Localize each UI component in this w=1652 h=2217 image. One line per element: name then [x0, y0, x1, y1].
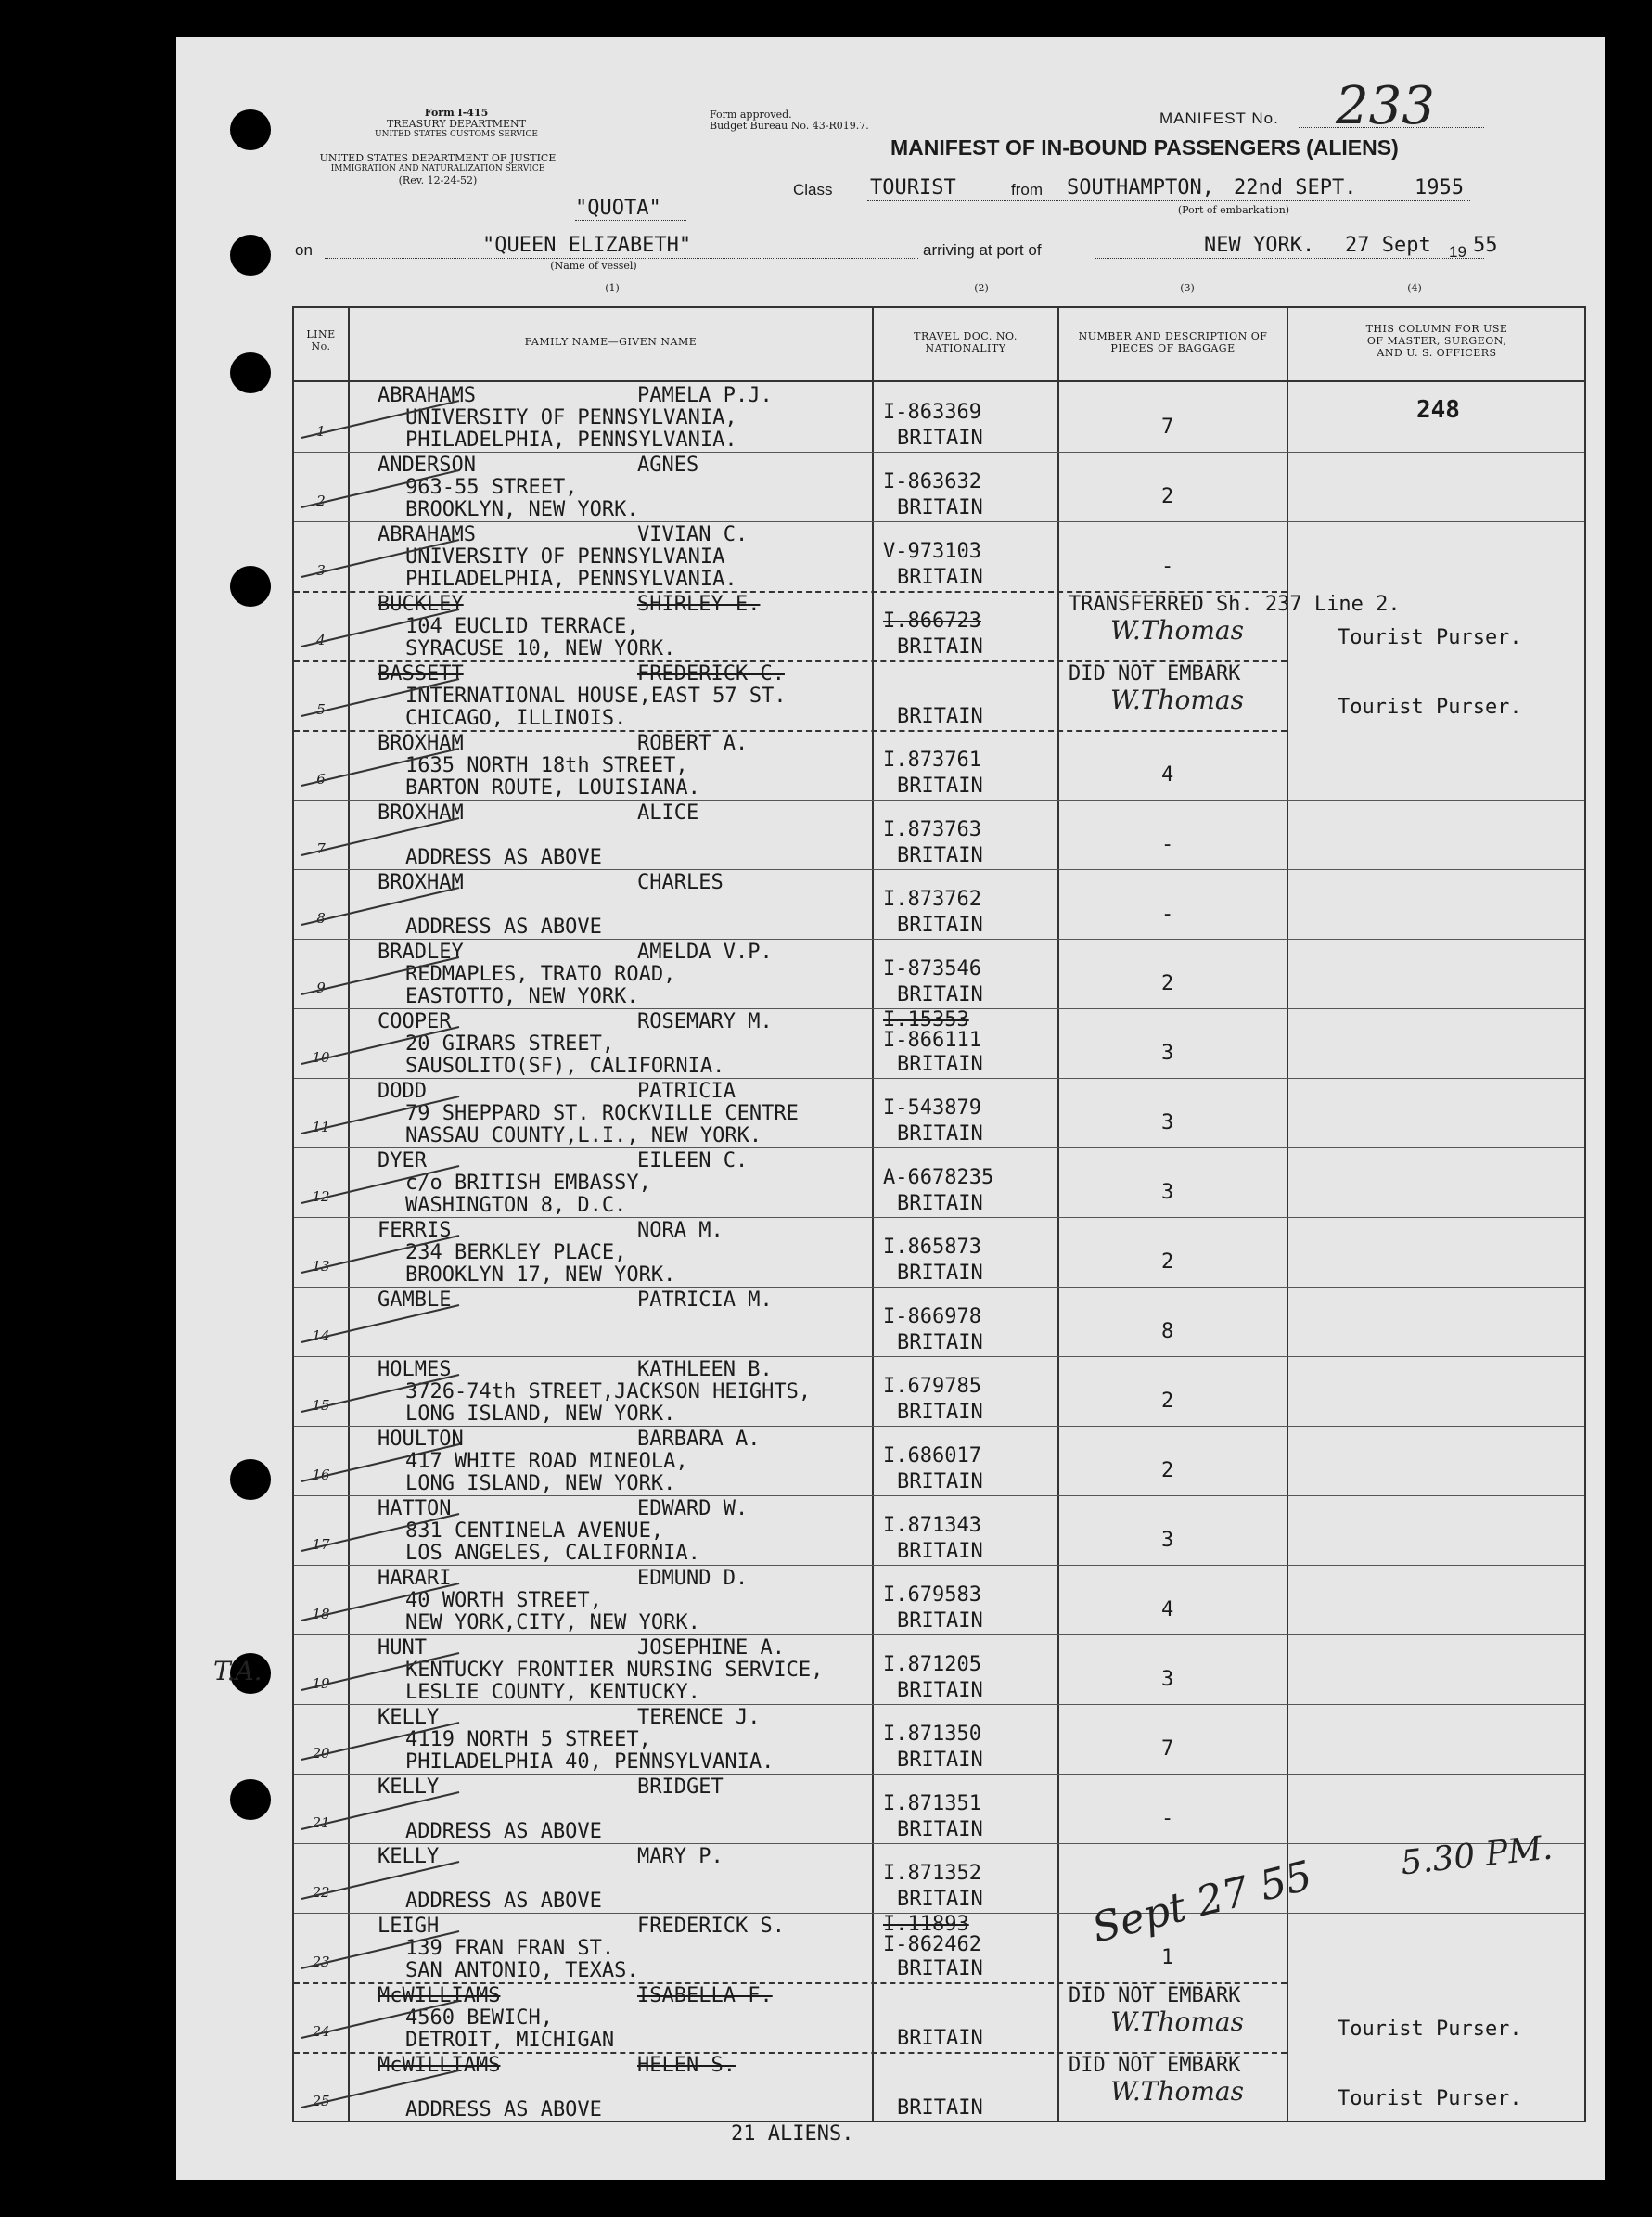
- vessel-caption: (Name of vessel): [550, 260, 637, 272]
- address-line: PHILADELPHIA, PENNSYLVANIA.: [405, 429, 737, 452]
- address-line: NEW YORK,CITY, NEW YORK.: [405, 1611, 700, 1634]
- address-line: SAUSOLITO(SF), CALIFORNIA.: [405, 1055, 725, 1078]
- travel-doc-number: I.871350: [883, 1723, 981, 1746]
- address-line: KENTUCKY FRONTIER NURSING SERVICE,: [405, 1659, 824, 1682]
- given-name: ALICE: [637, 801, 699, 825]
- header-baggage: NUMBER AND DESCRIPTION OF PIECES OF BAGGAGE: [1078, 330, 1268, 354]
- baggage-count: 2: [1161, 485, 1174, 508]
- family-name: McWILLIAMS: [378, 1984, 501, 2007]
- line-number: 21: [312, 1814, 330, 1831]
- purser-signature: W.Thomas: [1110, 2076, 1244, 2107]
- check-mark: [301, 1792, 459, 1829]
- check-mark: [301, 1514, 459, 1551]
- given-name: PATRICIA M.: [637, 1288, 773, 1312]
- nationality: BRITAIN: [897, 1957, 983, 1980]
- nationality: BRITAIN: [897, 1122, 983, 1146]
- form-number: Form I-415: [424, 107, 489, 119]
- purser-note: Tourist Purser.: [1338, 696, 1522, 719]
- travel-doc-number: I.866723: [883, 609, 981, 633]
- line-number: 24: [312, 2023, 330, 2040]
- baggage-count: 7: [1161, 1737, 1174, 1761]
- address-line: SYRACUSE 10, NEW YORK.: [405, 637, 676, 660]
- given-name: BARBARA A.: [637, 1428, 761, 1451]
- baggage-count: 2: [1161, 1250, 1174, 1274]
- dept-customs: UNITED STATES CUSTOMS SERVICE: [375, 130, 538, 139]
- family-name: DYER: [378, 1149, 427, 1173]
- given-name: ROBERT A.: [637, 732, 749, 755]
- line-number: 13: [312, 1258, 330, 1275]
- purser-signature: W.Thomas: [1110, 615, 1244, 646]
- line-number: 5: [316, 701, 326, 718]
- manifest-title: MANIFEST OF IN-BOUND PASSENGERS (ALIENS): [890, 135, 1399, 160]
- family-name: HATTON: [378, 1497, 452, 1520]
- given-name: AGNES: [637, 454, 699, 477]
- line-number: 14: [312, 1327, 330, 1344]
- arrival-year: 55: [1473, 234, 1498, 257]
- line-number: 2: [316, 493, 326, 509]
- dept-ins: IMMIGRATION AND NATURALIZATION SERVICE: [330, 164, 545, 173]
- address-line: 3726-74th STREET,JACKSON HEIGHTS,: [405, 1380, 812, 1403]
- family-name: HOULTON: [378, 1428, 464, 1451]
- check-mark: [301, 1931, 459, 1968]
- nationality: BRITAIN: [897, 1401, 983, 1424]
- from-port: SOUTHAMPTON,: [1067, 176, 1214, 199]
- given-name: PAMELA P.J.: [637, 384, 773, 407]
- check-mark: [301, 1305, 459, 1342]
- line-number: 7: [316, 840, 326, 857]
- address-line: PHILADELPHIA, PENNSYLVANIA.: [405, 568, 737, 591]
- address-line: UNIVERSITY OF PENNSYLVANIA,: [405, 406, 737, 429]
- given-name: EILEEN C.: [637, 1149, 749, 1173]
- baggage-count: -: [1161, 903, 1174, 926]
- travel-doc-number: I.686017: [883, 1444, 981, 1467]
- address-line: 831 CENTINELA AVENUE,: [405, 1519, 664, 1543]
- address-line: ADDRESS AS ABOVE: [405, 846, 602, 869]
- nationality: BRITAIN: [897, 1053, 983, 1076]
- status-stamp: TRANSFERRED Sh. 237 Line 2.: [1069, 593, 1401, 616]
- check-mark: [301, 818, 459, 855]
- check-mark: [301, 749, 459, 786]
- manifest-number: 233: [1336, 76, 1435, 136]
- baggage-count: 2: [1161, 1390, 1174, 1413]
- family-name: KELLY: [378, 1706, 440, 1729]
- address-line: c/o BRITISH EMBASSY,: [405, 1172, 651, 1195]
- check-mark: [301, 2070, 459, 2108]
- form-revision: (Rev. 12-24-52): [398, 174, 478, 186]
- baggage-count: 3: [1161, 1529, 1174, 1552]
- address-line: 104 EUCLID TERRACE,: [405, 615, 639, 638]
- officer-note: 248: [1416, 396, 1460, 424]
- family-name: BROXHAM: [378, 871, 464, 894]
- family-name: KELLY: [378, 1845, 440, 1868]
- given-name: FREDERICK S.: [637, 1915, 785, 1938]
- nationality: BRITAIN: [897, 1262, 983, 1285]
- family-name: ABRAHAMS: [378, 384, 476, 407]
- line-number: 17: [312, 1536, 330, 1553]
- travel-doc-number: I-862462: [883, 1933, 981, 1956]
- travel-doc-number: V-973103: [883, 540, 981, 563]
- given-name: VIVIAN C.: [637, 523, 749, 546]
- travel-doc-number: I.871343: [883, 1514, 981, 1537]
- line-number: 1: [316, 423, 326, 440]
- travel-doc-number: I.11893: [883, 1913, 969, 1936]
- on-label: on: [295, 241, 313, 259]
- address-line: BROOKLYN, NEW YORK.: [405, 498, 639, 521]
- purser-note: Tourist Purser.: [1338, 626, 1522, 649]
- check-mark: [301, 1583, 459, 1621]
- from-year: 1955: [1415, 176, 1464, 199]
- address-line: 963-55 STREET,: [405, 476, 578, 499]
- class-label: Class: [793, 181, 833, 199]
- family-name: LEIGH: [378, 1915, 440, 1938]
- check-mark: [301, 1723, 459, 1760]
- baggage-count: -: [1161, 833, 1174, 856]
- address-line: 4119 NORTH 5 STREET,: [405, 1728, 651, 1751]
- header-travel-doc: TRAVEL DOC. NO. NATIONALITY: [914, 330, 1018, 354]
- address-line: 417 WHITE ROAD MINEOLA,: [405, 1450, 688, 1473]
- status-stamp: DID NOT EMBARK: [1069, 1984, 1241, 2007]
- check-mark: [301, 609, 459, 647]
- baggage-count: 3: [1161, 1111, 1174, 1134]
- travel-doc-number: I.873763: [883, 818, 981, 841]
- family-name: BROXHAM: [378, 801, 464, 825]
- given-name: JOSEPHINE A.: [637, 1636, 785, 1660]
- address-line: PHILADELPHIA 40, PENNSYLVANIA.: [405, 1750, 775, 1774]
- class-value: TOURIST: [870, 176, 956, 199]
- check-mark: [301, 1166, 459, 1203]
- family-name: BASSETT: [378, 662, 464, 686]
- nationality: BRITAIN: [897, 496, 983, 519]
- line-number: 9: [316, 980, 326, 996]
- travel-doc-number: I.679785: [883, 1375, 981, 1398]
- check-mark: [301, 1027, 459, 1064]
- col-number-2: (2): [974, 282, 989, 294]
- given-name: PATRICIA: [637, 1080, 736, 1103]
- family-name: DODD: [378, 1080, 427, 1103]
- nationality: BRITAIN: [897, 844, 983, 867]
- given-name: HELEN S.: [637, 2054, 736, 2077]
- travel-doc-number: I-863632: [883, 470, 981, 493]
- family-name: COOPER: [378, 1010, 452, 1033]
- address-line: 79 SHEPPARD ST. ROCKVILLE CENTRE: [405, 1102, 799, 1125]
- address-line: WASHINGTON 8, D.C.: [405, 1194, 627, 1217]
- address-line: ADDRESS AS ABOVE: [405, 2098, 602, 2121]
- baggage-count: 4: [1161, 763, 1174, 787]
- nationality: BRITAIN: [897, 427, 983, 450]
- baggage-count: -: [1161, 555, 1174, 578]
- form-approved: Form approved.: [710, 109, 792, 121]
- baggage-count: 4: [1161, 1598, 1174, 1621]
- nationality: BRITAIN: [897, 566, 983, 589]
- baggage-count: 7: [1161, 416, 1174, 439]
- travel-doc-number: I-873546: [883, 957, 981, 980]
- handwritten-initials: T.A.: [213, 1656, 263, 1686]
- line-number: 12: [312, 1188, 330, 1205]
- address-line: BARTON ROUTE, LOUISIANA.: [405, 776, 700, 800]
- address-line: 139 FRAN FRAN ST.: [405, 1937, 615, 1960]
- baggage-count: 3: [1161, 1668, 1174, 1691]
- address-line: 20 GIRARS STREET,: [405, 1032, 615, 1056]
- vessel-name: "QUEEN ELIZABETH": [482, 234, 692, 257]
- family-name: BROXHAM: [378, 732, 464, 755]
- line-number: 3: [316, 562, 326, 579]
- purser-signature: W.Thomas: [1110, 685, 1244, 715]
- baggage-count: 2: [1161, 972, 1174, 995]
- nationality: BRITAIN: [897, 705, 983, 728]
- check-mark: [301, 470, 459, 507]
- address-line: LONG ISLAND, NEW YORK.: [405, 1472, 676, 1495]
- purser-note: Tourist Purser.: [1338, 2018, 1522, 2041]
- line-number: 6: [316, 771, 326, 788]
- check-mark: [301, 540, 459, 577]
- address-line: REDMAPLES, TRATO ROAD,: [405, 963, 676, 986]
- nationality: BRITAIN: [897, 1192, 983, 1215]
- handwritten-date-signature: Sept 27 55: [1087, 1852, 1317, 1953]
- address-line: 234 BERKLEY PLACE,: [405, 1241, 627, 1264]
- check-mark: [301, 1096, 459, 1134]
- given-name: EDMUND D.: [637, 1567, 749, 1590]
- purser-signature: W.Thomas: [1110, 2006, 1244, 2037]
- check-mark: [301, 1862, 459, 1899]
- travel-doc-number: I-866111: [883, 1029, 981, 1052]
- nationality: BRITAIN: [897, 635, 983, 659]
- baggage-count: 2: [1161, 1459, 1174, 1482]
- from-date: 22nd SEPT.: [1234, 176, 1357, 199]
- dept-justice: UNITED STATES DEPARTMENT OF JUSTICE: [319, 152, 557, 164]
- line-number: 10: [312, 1049, 330, 1066]
- nationality: BRITAIN: [897, 1470, 983, 1493]
- nationality: BRITAIN: [897, 775, 983, 798]
- travel-doc-number: I.15353: [883, 1008, 969, 1032]
- quota-label: "QUOTA": [575, 197, 661, 220]
- line-number: 16: [312, 1467, 330, 1483]
- address-line: 1635 NORTH 18th STREET,: [405, 754, 688, 777]
- family-name: HARARI: [378, 1567, 452, 1590]
- family-name: HOLMES: [378, 1358, 452, 1381]
- travel-doc-number: A-6678235: [883, 1166, 994, 1189]
- travel-doc-number: I.871351: [883, 1792, 981, 1815]
- given-name: FREDERICK C.: [637, 662, 785, 686]
- travel-doc-number: I.873761: [883, 749, 981, 772]
- check-mark: [301, 1375, 459, 1412]
- given-name: SHIRLEY E.: [637, 593, 761, 616]
- check-mark: [301, 888, 459, 925]
- given-name: BRIDGET: [637, 1775, 724, 1799]
- address-line: SAN ANTONIO, TEXAS.: [405, 1959, 639, 1982]
- travel-doc-number: I-543879: [883, 1096, 981, 1120]
- travel-doc-number: I.871352: [883, 1862, 981, 1885]
- col-number-1: (1): [605, 282, 620, 294]
- address-line: BROOKLYN 17, NEW YORK.: [405, 1263, 676, 1287]
- given-name: AMELDA V.P.: [637, 941, 773, 964]
- status-stamp: DID NOT EMBARK: [1069, 2054, 1241, 2077]
- handwritten-time: 5.30 PM.: [1399, 1828, 1555, 1883]
- given-name: TERENCE J.: [637, 1706, 761, 1729]
- family-name: KELLY: [378, 1775, 440, 1799]
- given-name: ISABELLA F.: [637, 1984, 773, 2007]
- check-mark: [301, 957, 459, 994]
- family-name: FERRIS: [378, 1219, 452, 1242]
- header-officers: THIS COLUMN FOR USE OF MASTER, SURGEON, AND U. S. OFFICERS: [1365, 323, 1508, 359]
- family-name: McWILLIAMS: [378, 2054, 501, 2077]
- baggage-count: 3: [1161, 1181, 1174, 1204]
- address-line: 40 WORTH STREET,: [405, 1589, 602, 1612]
- family-name: BRADLEY: [378, 941, 464, 964]
- nationality: BRITAIN: [897, 1540, 983, 1563]
- arrival-port: NEW YORK.: [1204, 234, 1315, 257]
- travel-doc-number: I.873762: [883, 888, 981, 911]
- address-line: LONG ISLAND, NEW YORK.: [405, 1403, 676, 1426]
- family-name: HUNT: [378, 1636, 427, 1660]
- nationality: BRITAIN: [897, 2027, 983, 2050]
- travel-doc-number: I.865873: [883, 1236, 981, 1259]
- dept-treasury: TREASURY DEPARTMENT: [387, 118, 526, 130]
- nationality: BRITAIN: [897, 1609, 983, 1633]
- budget-bureau: Budget Bureau No. 43-R019.7.: [710, 120, 869, 132]
- arrival-year-prefix: 19: [1449, 243, 1466, 261]
- line-number: 20: [312, 1745, 330, 1762]
- nationality: BRITAIN: [897, 914, 983, 937]
- nationality: BRITAIN: [897, 1888, 983, 1911]
- col-number-3: (3): [1180, 282, 1195, 294]
- nationality: BRITAIN: [897, 983, 983, 1006]
- check-mark: [301, 679, 459, 716]
- arriving-label: arriving at port of: [923, 241, 1042, 259]
- line-number: 18: [312, 1606, 330, 1622]
- address-line: LOS ANGELES, CALIFORNIA.: [405, 1542, 700, 1565]
- status-stamp: DID NOT EMBARK: [1069, 662, 1241, 686]
- given-name: EDWARD W.: [637, 1497, 749, 1520]
- address-line: DETROIT, MICHIGAN: [405, 2029, 615, 2052]
- given-name: ROSEMARY M.: [637, 1010, 773, 1033]
- travel-doc-number: I-866978: [883, 1305, 981, 1328]
- address-line: ADDRESS AS ABOVE: [405, 1890, 602, 1913]
- family-name: ABRAHAMS: [378, 523, 476, 546]
- col-number-4: (4): [1407, 282, 1422, 294]
- address-line: LESLIE COUNTY, KENTUCKY.: [405, 1681, 700, 1704]
- given-name: KATHLEEN B.: [637, 1358, 773, 1381]
- family-name: BUCKLEY: [378, 593, 464, 616]
- line-number: 8: [316, 910, 326, 927]
- line-number: 23: [312, 1954, 330, 1970]
- nationality: BRITAIN: [897, 1818, 983, 1841]
- baggage-count: -: [1161, 1807, 1174, 1830]
- port-embarkation-caption: (Port of embarkation): [1177, 204, 1290, 216]
- given-name: CHARLES: [637, 871, 724, 894]
- travel-doc-number: I.679583: [883, 1583, 981, 1607]
- address-line: NASSAU COUNTY,L.I., NEW YORK.: [405, 1124, 762, 1147]
- travel-doc-number: I-863369: [883, 401, 981, 424]
- from-label: from: [1011, 181, 1043, 199]
- purser-note: Tourist Purser.: [1338, 2087, 1522, 2110]
- check-mark: [301, 2001, 459, 2038]
- nationality: BRITAIN: [897, 1749, 983, 1772]
- baggage-count: 3: [1161, 1042, 1174, 1065]
- address-line: INTERNATIONAL HOUSE,EAST 57 ST.: [405, 685, 787, 708]
- address-line: 4560 BEWICH,: [405, 2006, 553, 2030]
- check-mark: [301, 1444, 459, 1481]
- family-name: ANDERSON: [378, 454, 476, 477]
- arrival-date: 27 Sept: [1345, 234, 1431, 257]
- nationality: BRITAIN: [897, 1679, 983, 1702]
- address-line: UNIVERSITY OF PENNSYLVANIA: [405, 545, 725, 569]
- given-name: MARY P.: [637, 1845, 724, 1868]
- nationality: BRITAIN: [897, 1331, 983, 1354]
- baggage-count: 8: [1161, 1320, 1174, 1343]
- travel-doc-number: I.871205: [883, 1653, 981, 1676]
- line-number: 11: [312, 1119, 330, 1135]
- nationality: BRITAIN: [897, 2096, 983, 2120]
- given-name: NORA M.: [637, 1219, 724, 1242]
- line-number: 22: [312, 1884, 330, 1901]
- baggage-count: 1: [1161, 1946, 1174, 1969]
- header-line-no: LINE No.: [306, 328, 336, 352]
- line-number: 19: [312, 1675, 330, 1692]
- header-name: FAMILY NAME—GIVEN NAME: [524, 336, 698, 348]
- total-aliens: 21 ALIENS.: [731, 2122, 854, 2146]
- address-line: ADDRESS AS ABOVE: [405, 1820, 602, 1843]
- line-number: 15: [312, 1397, 330, 1414]
- address-line: EASTOTTO, NEW YORK.: [405, 985, 639, 1008]
- check-mark: [301, 1653, 459, 1690]
- address-line: ADDRESS AS ABOVE: [405, 916, 602, 939]
- check-mark: [301, 1236, 459, 1273]
- check-mark: [301, 401, 459, 438]
- address-line: CHICAGO, ILLINOIS.: [405, 707, 627, 730]
- family-name: GAMBLE: [378, 1288, 452, 1312]
- line-number: 25: [312, 2093, 330, 2109]
- manifest-no-label: MANIFEST No.: [1159, 109, 1279, 127]
- line-number: 4: [316, 632, 326, 648]
